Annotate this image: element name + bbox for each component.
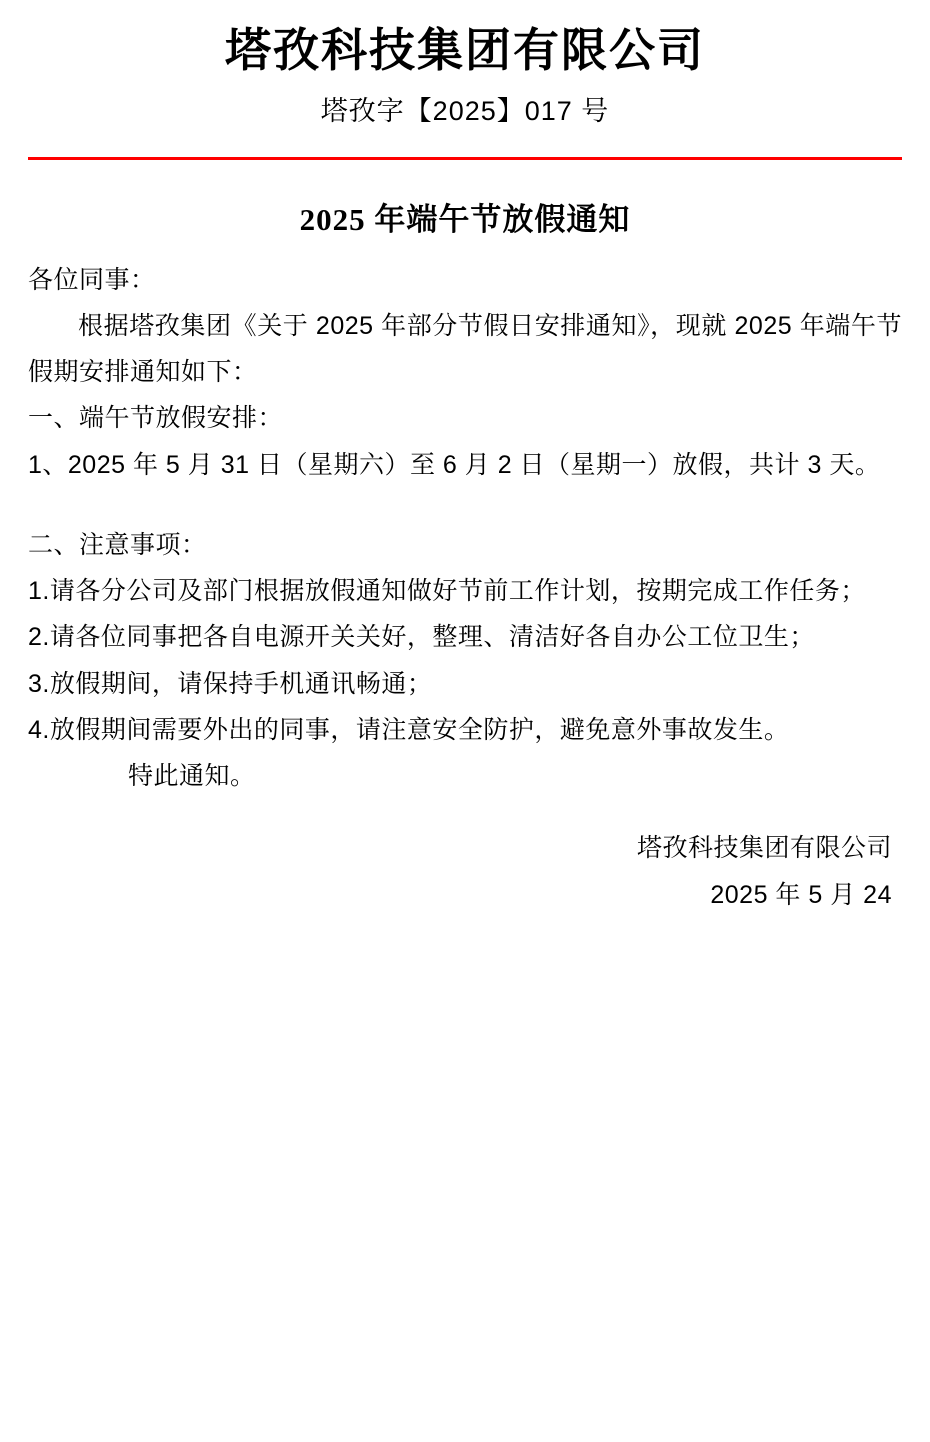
closing-statement: 特此通知。: [128, 762, 256, 791]
document-header: [28, 0, 902, 129]
section-one-heading: 一、端午节放假安排：: [28, 404, 284, 433]
section-two-item-4: 4.放假期间需要外出的同事，请注意安全防护，避免意外事故发生。: [28, 715, 790, 744]
company-name: 塔孜科技集团有限公司: [225, 25, 705, 76]
salutation: 各位同事：: [28, 265, 156, 294]
intro-paragraph: 根据塔孜集团《关于 2025 年部分节假日安排通知》，现就 2025 年端午节假期安排通知如下：: [28, 311, 902, 387]
signature-block: [28, 825, 902, 918]
section-two-item-3: 3.放假期间，请保持手机通讯畅通；: [28, 669, 433, 698]
section-two-item-1: 1.请各分公司及部门根据放假通知做好节前工作计划，按期完成工作任务；: [28, 577, 866, 606]
document-body: [28, 257, 902, 800]
section-spacer: [28, 488, 902, 522]
signature-date: 2025 年 5 月 24: [710, 880, 892, 909]
section-one-item-1: 1、2025 年 5 月 31 日（星期六）至 6 月 2 日（星期一）放假，共计 3 天。: [28, 450, 881, 479]
document-number: 塔孜字【2025】017 号: [320, 95, 610, 126]
section-two-item-2: 2.请各位同事把各自电源开关关好，整理、清洁好各自办公工位卫生；: [28, 623, 815, 652]
red-divider-rule: [28, 157, 902, 160]
section-two-heading: 二、注意事项：: [28, 530, 207, 559]
page-title: 2025 年端午节放假通知: [299, 201, 631, 237]
signature-company: 塔孜科技集团有限公司: [636, 834, 892, 863]
